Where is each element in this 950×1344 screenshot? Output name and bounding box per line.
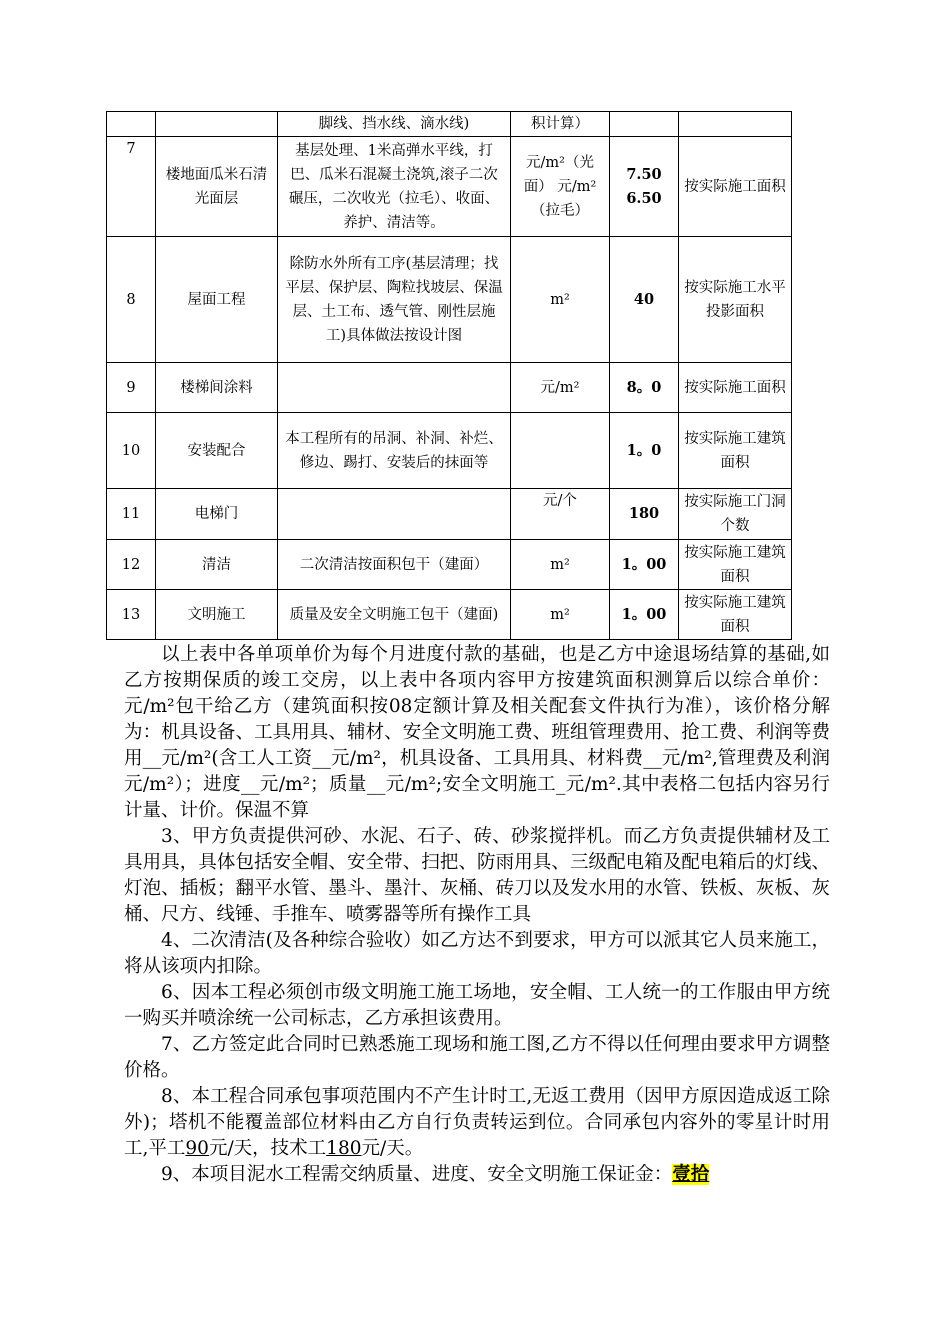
item-name: 电梯门 [156,489,278,540]
table-row [107,237,792,363]
item-unit: 元/个 [511,489,610,540]
item-name: 楼地面瓜米石清光面层 [156,137,278,237]
item-unit: 积计算） [511,112,610,137]
daily-rate-technician: 180 [326,1138,362,1159]
item-name: 文明施工 [156,590,278,640]
clause-6: 6、因本工程必须创市级文明施工施工场地，安全帽、工人统一的工作服由甲方统一购买并喷涂统一公司标志，乙方承担该费用。 [124,982,830,1029]
clause-9 [124,1162,830,1188]
table-row [107,363,792,413]
item-unit: 元/m² [511,363,610,413]
item-content: 本工程所有的吊洞、补洞、补烂、修边、踢打、安装后的抹面等 [278,413,511,489]
item-price: 180 [610,489,679,540]
item-content: 脚线、挡水线、滴水线) [278,112,511,137]
row-number [107,112,156,137]
table-row [107,413,792,489]
table-row [107,137,792,237]
row-number: 13 [107,590,156,640]
item-unit [511,413,610,489]
clause-unit-price: 以上表中各单项单价为每个月进度付款的基础，也是乙方中途退场结算的基础,如乙方按期保质的竣工交房，以上表中各项内容甲方按建筑面积测算后以综合单价：元/m²包干给乙方（建筑面积按08定额计算及相关配套文件执行为准），该价格分解为：机具设备、工具用具、辅材、安全文明施工费、班组管理费用、抢工费、利润等费用__元/m²(含工人工资__元/m²，机具设备、工具用具、材料费__元/m²,管理费及利润元/m²）；进度__元/m²；质量__元/m²;安全文明施工_元/m².其中表格二包括内容另行计量、计价。保温不算 [124,644,830,821]
item-content: 除防水外所有工序(基层清理；找平层、保护层、陶粒找坡层、保温层、土工布、透气管、刚性层施工)具体做法按设计图 [278,237,511,363]
clause-7: 7、乙方签定此合同时已熟悉施工现场和施工图,乙方不得以任何理由要求甲方调整价格。 [124,1034,830,1081]
item-name: 楼梯间涂料 [156,363,278,413]
item-price: 7.50 6.50 [610,137,679,237]
row-number: 10 [107,413,156,489]
item-price [610,112,679,137]
table-row [107,540,792,590]
item-content [278,363,511,413]
table-row [107,590,792,640]
item-basis: 按实际施工面积 [679,363,792,413]
clause-8-text-3: 元/天。 [361,1138,424,1159]
clause-8 [124,1084,830,1162]
item-basis: 按实际施工建筑面积 [679,413,792,489]
daily-rate-ordinary: 90 [185,1138,209,1159]
item-unit: m² [511,590,610,640]
item-content: 质量及安全文明施工包干（建面) [278,590,511,640]
clause-8-text-2: 元/天，技术工 [208,1138,327,1159]
item-unit: m² [511,540,610,590]
item-basis: 按实际施工面积 [679,137,792,237]
item-basis: 按实际施工建筑面积 [679,590,792,640]
item-basis: 按实际施工建筑面积 [679,540,792,590]
item-name: 清洁 [156,540,278,590]
table-row [107,112,792,137]
row-number: 8 [107,237,156,363]
clause-3: 3、甲方负责提供河砂、水泥、石子、砖、砂浆搅拌机。而乙方负责提供辅材及工具用具，具体包括安全帽、安全带、扫把、防雨用具、三级配电箱及配电箱后的灯线、灯泡、插板；翻平水管、墨斗、墨汁、灰桶、砖刀以及发水用的水管、铁板、灰板、灰桶、尺方、线锤、手推车、喷雾器等所有操作工具 [124,826,830,925]
item-price: 1。00 [610,540,679,590]
item-price: 1。00 [610,590,679,640]
item-basis: 按实际施工水平投影面积 [679,237,792,363]
clause-9-text: 9、本项目泥水工程需交纳质量、进度、安全文明施工保证金： [161,1164,673,1185]
item-basis: 按实际施工门洞个数 [679,489,792,540]
clause-8-text: 8、本工程合同承包事项范围内不产生计时工,无返工费用（因甲方原因造成返工除外)；塔机不能覆盖部位材料由乙方自行负责转运到位。合同承包内容外的零星计时用工,平工 [124,1086,830,1159]
item-basis [679,112,792,137]
item-unit: m² [511,237,610,363]
row-number: 9 [107,363,156,413]
item-name: 屋面工程 [156,237,278,363]
item-name [156,112,278,137]
clause-4: 4、二次清洁(及各种综合验收）如乙方达不到要求，甲方可以派其它人员来施工，将从该项内扣除。 [124,930,830,977]
rate-table [106,111,792,640]
item-content: 二次清洁按面积包干（建面） [278,540,511,590]
item-unit: 元/m²（光面） 元/m²（拉毛） [511,137,610,237]
row-number: 12 [107,540,156,590]
item-name: 安装配合 [156,413,278,489]
item-price: 8。0 [610,363,679,413]
row-number: 11 [107,489,156,540]
item-price: 40 [610,237,679,363]
contract-clauses [124,642,830,1188]
item-price: 1。0 [610,413,679,489]
row-number: 7 [107,137,156,237]
item-content: 基层处理、1米高弹水平线，打巴、瓜米石混凝土浇筑,滚子二次碾压，二次收光（拉毛）、收面、养护、清洁等。 [278,137,511,237]
deposit-amount-highlight: 壹拾 [672,1164,710,1185]
item-content [278,489,511,540]
table-row [107,489,792,540]
